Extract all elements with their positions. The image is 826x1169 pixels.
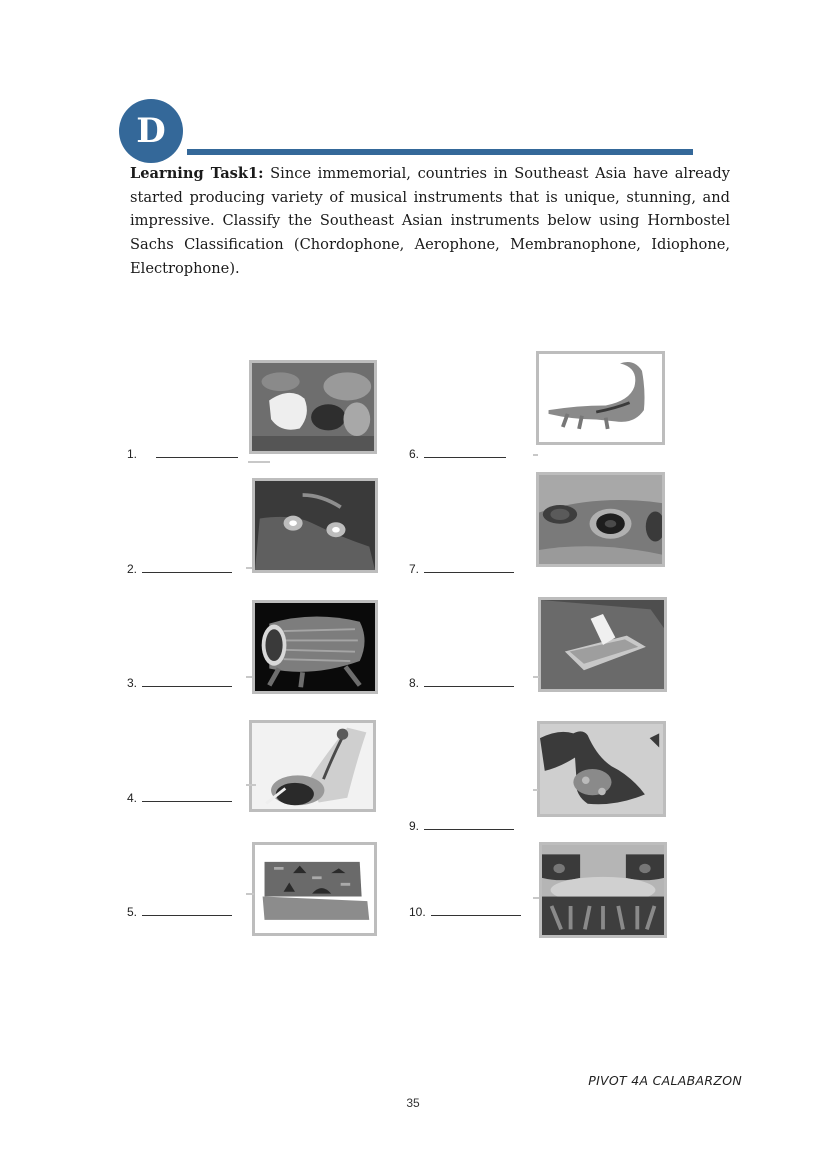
image-marker — [533, 676, 539, 678]
item-number: 1. — [127, 447, 138, 461]
item-number: 5. — [127, 905, 138, 919]
item-4 — [127, 791, 232, 805]
item-8 — [409, 676, 514, 690]
answer-blank[interactable] — [156, 447, 238, 458]
task-instructions — [130, 162, 730, 281]
image-marker — [246, 784, 256, 786]
instrument-image-4 — [249, 720, 376, 812]
item-number: 9. — [409, 819, 420, 833]
item-9 — [409, 819, 514, 833]
task-body: Since immemorial, countries in Southeast Asia have already started producing variety of musical instruments that is unique, stunning, and impressive. Classify the Southeast Asian instruments below using Hornbostel Sachs Classification (Chordophone, Aerophone, Membranophone, Idiophone, Electrophone). — [130, 165, 730, 277]
instrument-image-2 — [252, 478, 378, 573]
item-number: 3. — [127, 676, 138, 690]
image-marker — [246, 676, 252, 678]
image-marker — [533, 897, 539, 899]
page-number: 35 — [406, 1096, 420, 1110]
footer-brand: PIVOT 4A CALABARZON — [588, 1073, 742, 1088]
drum-image — [252, 600, 378, 694]
item-number: 10. — [409, 905, 426, 919]
item-1 — [127, 447, 238, 461]
item-5 — [127, 905, 232, 919]
answer-blank[interactable] — [424, 819, 514, 830]
image-marker — [246, 567, 252, 569]
task-title: Learning Task1: — [130, 165, 264, 182]
answer-blank[interactable] — [142, 791, 232, 802]
item-number: 8. — [409, 676, 420, 690]
answer-blank[interactable] — [142, 905, 232, 916]
item-number: 7. — [409, 562, 420, 576]
image-marker — [533, 789, 538, 791]
answer-blank[interactable] — [424, 562, 514, 573]
item-number: 6. — [409, 447, 420, 461]
lizard-instrument-image — [536, 351, 665, 445]
item-10 — [409, 905, 521, 919]
item-number: 4. — [127, 791, 138, 805]
section-divider — [187, 149, 693, 155]
section-badge: D — [119, 99, 183, 163]
item-7 — [409, 562, 514, 576]
item-number: 2. — [127, 562, 138, 576]
answer-blank[interactable] — [142, 562, 232, 573]
instrument-image-9 — [537, 721, 666, 817]
instrument-image-8 — [538, 597, 667, 692]
answer-blank[interactable] — [142, 676, 232, 687]
image-marker — [533, 454, 538, 456]
answer-blank[interactable] — [424, 676, 514, 687]
instrument-image-5 — [252, 842, 377, 936]
image-marker — [246, 893, 254, 895]
gong-set-image — [536, 472, 665, 567]
gong-circle-image — [539, 842, 667, 938]
item-3 — [127, 676, 232, 690]
answer-blank[interactable] — [431, 905, 521, 916]
instrument-image-1 — [249, 360, 377, 454]
item-2 — [127, 562, 232, 576]
item-6 — [409, 447, 506, 461]
answer-blank[interactable] — [424, 447, 506, 458]
image-marker — [248, 461, 270, 463]
